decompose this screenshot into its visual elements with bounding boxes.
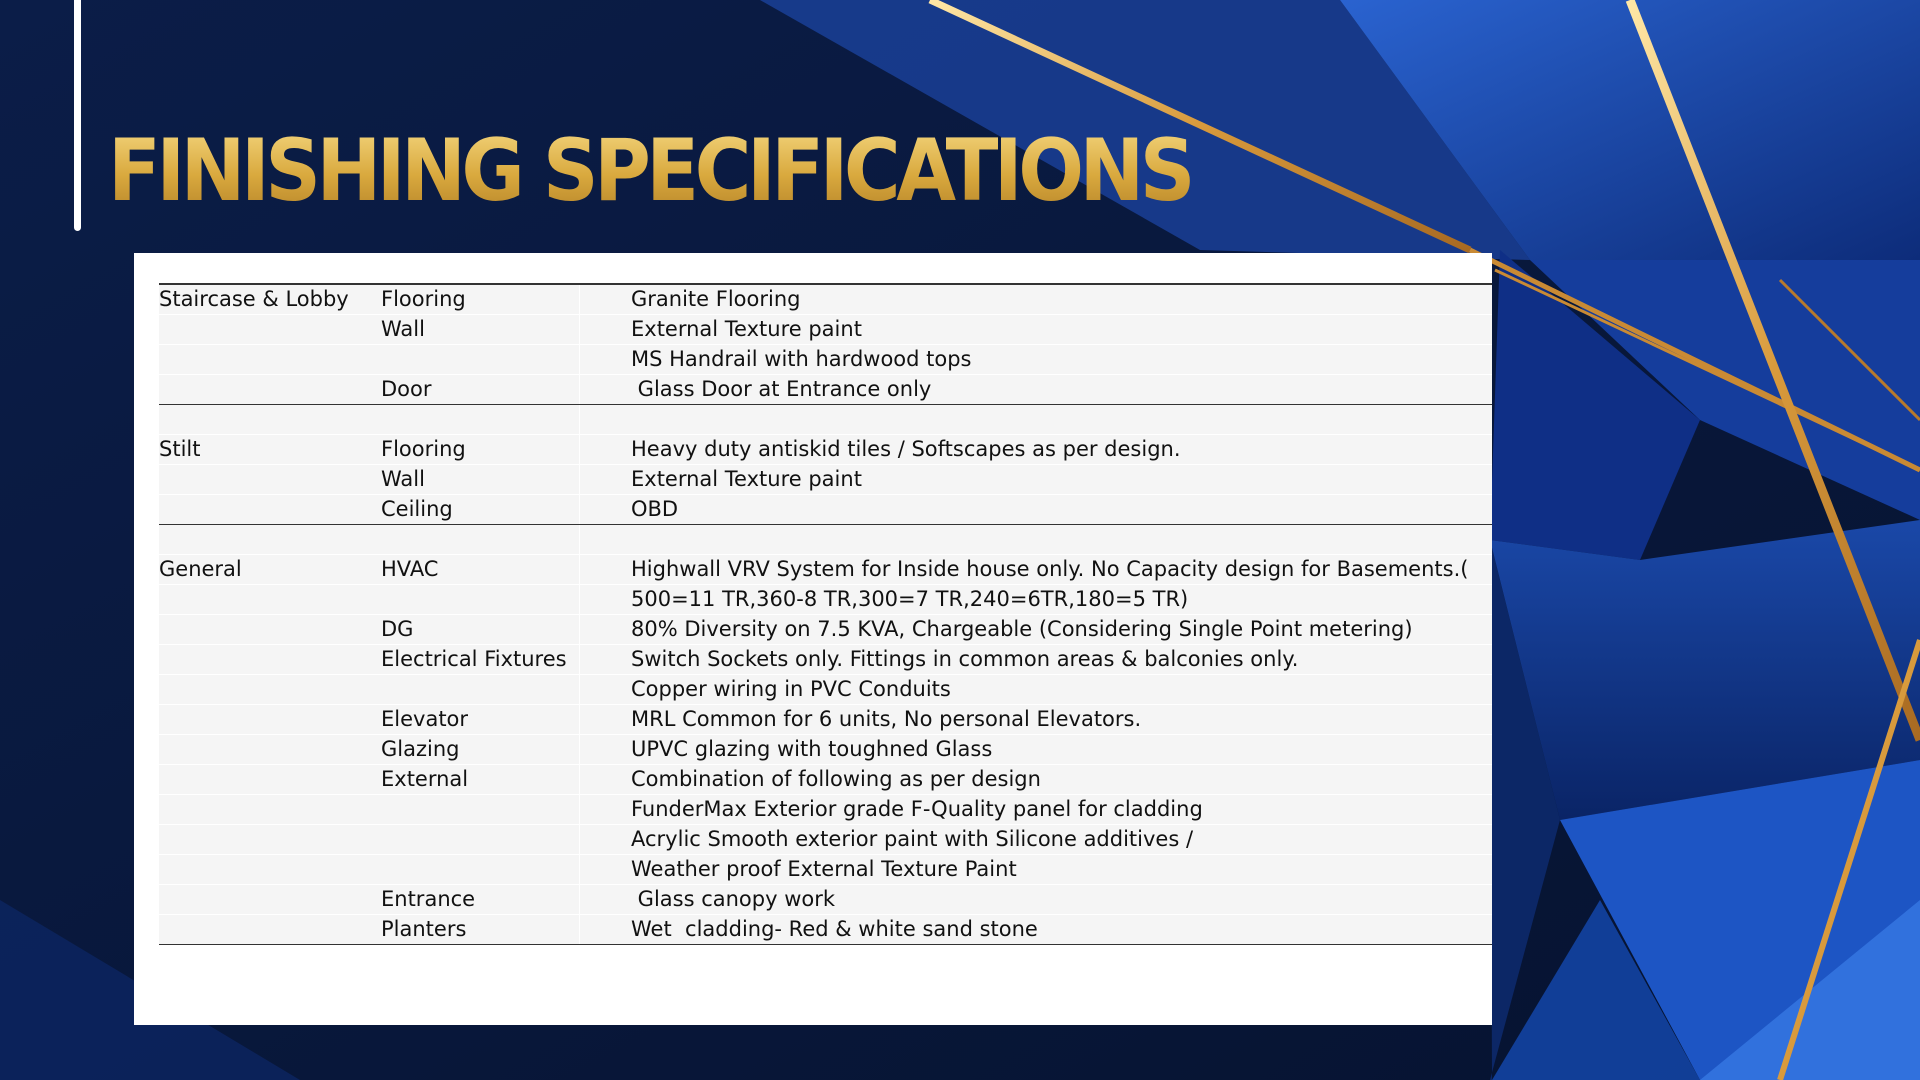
table-row xyxy=(159,555,1492,585)
item-cell: External xyxy=(381,765,580,795)
item-cell xyxy=(381,855,580,885)
item-cell xyxy=(381,585,580,615)
item-cell: Glazing xyxy=(381,735,580,765)
section-cell xyxy=(159,795,381,825)
table-row xyxy=(159,825,1492,855)
spec-cell: Switch Sockets only. Fittings in common areas & balconies only. xyxy=(580,645,1493,675)
item-cell: Wall xyxy=(381,315,580,345)
table-row xyxy=(159,765,1492,795)
spec-cell: FunderMax Exterior grade F-Quality panel for cladding xyxy=(580,795,1493,825)
section-cell xyxy=(159,585,381,615)
table-row xyxy=(159,705,1492,735)
section-cell xyxy=(159,855,381,885)
spec-cell: Highwall VRV System for Inside house only. No Capacity design for Basements.( xyxy=(580,555,1493,585)
spec-cell: 500=11 TR,360-8 TR,300=7 TR,240=6TR,180=5 TR) xyxy=(580,585,1493,615)
spec-cell: Granite Flooring xyxy=(580,284,1493,315)
item-cell: Door xyxy=(381,375,580,405)
table-row xyxy=(159,855,1492,885)
section-cell: General xyxy=(159,555,381,585)
spec-cell: Weather proof External Texture Paint xyxy=(580,855,1493,885)
spec-cell: Heavy duty antiskid tiles / Softscapes as per design. xyxy=(580,435,1493,465)
section-cell xyxy=(159,405,381,435)
section-cell xyxy=(159,675,381,705)
spec-cell: External Texture paint xyxy=(580,315,1493,345)
section-cell xyxy=(159,375,381,405)
spec-cell: Glass Door at Entrance only xyxy=(580,375,1493,405)
spec-cell: Acrylic Smooth exterior paint with Silicone additives / xyxy=(580,825,1493,855)
table-row xyxy=(159,345,1492,375)
spec-cell: MRL Common for 6 units, No personal Elevators. xyxy=(580,705,1493,735)
item-cell: DG xyxy=(381,615,580,645)
section-cell xyxy=(159,345,381,375)
spec-cell: External Texture paint xyxy=(580,465,1493,495)
item-cell xyxy=(381,405,580,435)
spec-cell xyxy=(580,525,1493,555)
table-row xyxy=(159,675,1492,705)
item-cell xyxy=(381,675,580,705)
spec-cell: Combination of following as per design xyxy=(580,765,1493,795)
section-cell: Staircase & Lobby xyxy=(159,284,381,315)
table-row xyxy=(159,915,1492,945)
section-cell xyxy=(159,765,381,795)
item-cell: Elevator xyxy=(381,705,580,735)
table-row xyxy=(159,615,1492,645)
item-cell: Flooring xyxy=(381,284,580,315)
section-cell xyxy=(159,915,381,945)
section-cell: Stilt xyxy=(159,435,381,465)
item-cell xyxy=(381,795,580,825)
table-row xyxy=(159,795,1492,825)
item-cell xyxy=(381,525,580,555)
item-cell: Planters xyxy=(381,915,580,945)
table-row xyxy=(159,585,1492,615)
table-row xyxy=(159,435,1492,465)
item-cell: Flooring xyxy=(381,435,580,465)
section-cell xyxy=(159,465,381,495)
spacer-row xyxy=(159,525,1492,555)
spec-cell: Copper wiring in PVC Conduits xyxy=(580,675,1493,705)
spec-cell: MS Handrail with hardwood tops xyxy=(580,345,1493,375)
specifications-panel xyxy=(134,253,1492,1025)
spec-cell: UPVC glazing with toughned Glass xyxy=(580,735,1493,765)
table-row xyxy=(159,495,1492,525)
item-cell: Wall xyxy=(381,465,580,495)
spec-cell: Wet cladding- Red & white sand stone xyxy=(580,915,1493,945)
page-title: FINISHING SPECIFICATIONS xyxy=(108,121,1192,221)
table-row xyxy=(159,315,1492,345)
item-cell: Ceiling xyxy=(381,495,580,525)
table-row xyxy=(159,645,1492,675)
item-cell xyxy=(381,825,580,855)
title-accent-bar xyxy=(74,0,81,231)
table-row xyxy=(159,465,1492,495)
spec-cell: Glass canopy work xyxy=(580,885,1493,915)
item-cell xyxy=(381,345,580,375)
section-cell xyxy=(159,885,381,915)
section-cell xyxy=(159,645,381,675)
item-cell: Electrical Fixtures xyxy=(381,645,580,675)
spec-cell xyxy=(580,405,1493,435)
table-row xyxy=(159,885,1492,915)
item-cell: Entrance xyxy=(381,885,580,915)
spacer-row xyxy=(159,405,1492,435)
spec-cell: OBD xyxy=(580,495,1493,525)
table-row xyxy=(159,735,1492,765)
section-cell xyxy=(159,825,381,855)
section-cell xyxy=(159,495,381,525)
section-cell xyxy=(159,705,381,735)
table-row xyxy=(159,284,1492,315)
section-cell xyxy=(159,525,381,555)
section-cell xyxy=(159,735,381,765)
section-cell xyxy=(159,615,381,645)
item-cell: HVAC xyxy=(381,555,580,585)
specifications-table xyxy=(159,283,1492,945)
table-row xyxy=(159,375,1492,405)
section-cell xyxy=(159,315,381,345)
spec-cell: 80% Diversity on 7.5 KVA, Chargeable (Considering Single Point metering) xyxy=(580,615,1493,645)
